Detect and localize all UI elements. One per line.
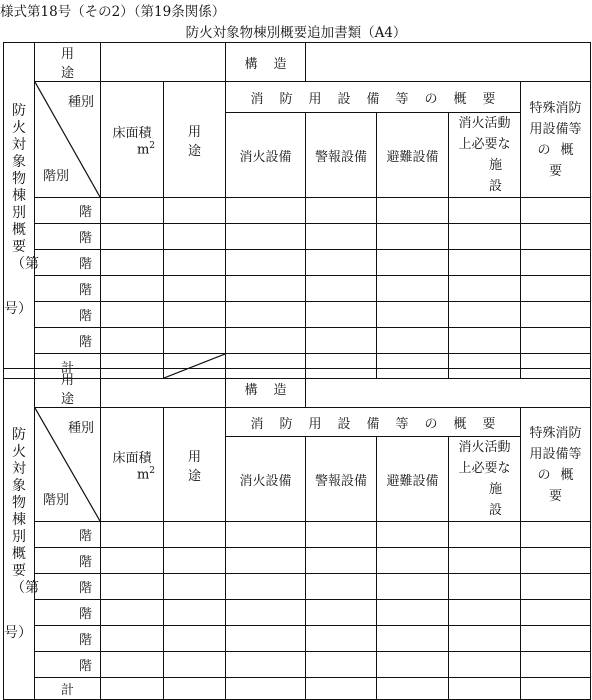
cell[interactable] — [226, 600, 306, 626]
floor-area-unit: $m^2$ — [136, 465, 155, 483]
cell[interactable] — [521, 600, 591, 626]
cell[interactable] — [306, 302, 377, 328]
cell[interactable] — [449, 224, 521, 250]
cell[interactable] — [377, 626, 449, 652]
floor-area-header — [101, 82, 164, 198]
cell[interactable] — [449, 600, 521, 626]
cell[interactable] — [521, 250, 591, 276]
cell[interactable] — [306, 328, 377, 354]
cell[interactable] — [226, 522, 306, 548]
floor-area-unit: $m^2$ — [136, 140, 155, 158]
cell[interactable] — [521, 652, 591, 678]
cell[interactable] — [377, 678, 449, 700]
special-equipment-header: 特殊消防 用設備等 の概要 — [521, 408, 591, 522]
floor-row-label[interactable]: 階 — [35, 224, 101, 250]
floor-row-label[interactable]: 階 — [35, 626, 101, 652]
floor-area-label: 床面積 — [112, 125, 152, 141]
cell[interactable] — [449, 574, 521, 600]
side-label — [4, 369, 39, 700]
side-label-text: 防火対象物棟別概要（第 — [11, 103, 39, 272]
cell[interactable] — [521, 198, 591, 224]
total-use-field[interactable] — [164, 678, 226, 700]
cell[interactable] — [449, 626, 521, 652]
total-area-field[interactable] — [101, 678, 164, 700]
cell[interactable] — [164, 224, 226, 250]
cell[interactable] — [521, 548, 591, 574]
structure-label: 構造 — [226, 43, 306, 82]
floor-row-label[interactable]: 階 — [35, 548, 101, 574]
cell[interactable] — [306, 574, 377, 600]
cell[interactable] — [101, 574, 164, 600]
floor-row-label[interactable]: 階 — [35, 198, 101, 224]
use-label: 用途 — [35, 43, 101, 82]
evacuation-header: 避難設備 — [377, 437, 449, 522]
cell[interactable] — [101, 600, 164, 626]
cell[interactable] — [377, 574, 449, 600]
cell[interactable] — [306, 224, 377, 250]
cell[interactable] — [449, 198, 521, 224]
cell[interactable] — [449, 302, 521, 328]
floor-area-header — [101, 408, 164, 522]
cell[interactable] — [449, 678, 521, 700]
cell[interactable] — [521, 678, 591, 700]
cell[interactable] — [521, 328, 591, 354]
floor-area-label: 床面積 — [112, 450, 152, 466]
cell[interactable] — [226, 548, 306, 574]
floor-row-label[interactable]: 階 — [35, 522, 101, 548]
cell[interactable] — [521, 224, 591, 250]
kind-floor-header — [35, 82, 101, 198]
side-label-suffix: 号） — [4, 301, 32, 317]
floor-row-label[interactable]: 階 — [35, 250, 101, 276]
cell[interactable] — [101, 328, 164, 354]
cell[interactable] — [226, 224, 306, 250]
cell[interactable] — [449, 276, 521, 302]
cell[interactable] — [377, 600, 449, 626]
cell[interactable] — [377, 276, 449, 302]
fire-extinguishing-header: 消火設備 — [226, 437, 306, 522]
structure-value-field[interactable] — [306, 43, 591, 82]
fire-extinguishing-header: 消火設備 — [226, 113, 306, 198]
cell[interactable] — [521, 522, 591, 548]
form-number: 様式第18号（その2）（第19条関係） — [0, 4, 226, 20]
cell[interactable] — [101, 548, 164, 574]
cell[interactable] — [377, 302, 449, 328]
firefighting-facilities-header: 消火活動 上必要な 施設 — [449, 113, 521, 198]
floor-label: 階別 — [43, 169, 70, 184]
use-value-field[interactable] — [101, 369, 226, 408]
cell[interactable] — [101, 626, 164, 652]
structure-label: 構造 — [226, 369, 306, 408]
use-label: 用途 — [35, 369, 101, 408]
floor-row-label[interactable]: 階 — [35, 600, 101, 626]
cell[interactable] — [449, 548, 521, 574]
cell[interactable] — [164, 548, 226, 574]
side-label — [4, 43, 39, 379]
floor-row-label[interactable]: 階 — [35, 328, 101, 354]
form-title: 防火対象物棟別概要追加書類（A4） — [185, 25, 407, 41]
evacuation-header: 避難設備 — [377, 113, 449, 198]
cell[interactable] — [226, 276, 306, 302]
cell[interactable] — [377, 250, 449, 276]
floor-row-label[interactable]: 階 — [35, 652, 101, 678]
cell[interactable] — [521, 302, 591, 328]
cell[interactable] — [164, 328, 226, 354]
use-column-header: 用途 — [164, 82, 226, 198]
structure-value-field[interactable] — [306, 369, 591, 408]
cell[interactable] — [306, 198, 377, 224]
alarm-header: 警報設備 — [306, 113, 377, 198]
cell[interactable] — [164, 574, 226, 600]
cell[interactable] — [306, 626, 377, 652]
cell[interactable] — [449, 328, 521, 354]
cell[interactable] — [226, 250, 306, 276]
cell[interactable] — [377, 224, 449, 250]
cell[interactable] — [101, 198, 164, 224]
cell[interactable] — [101, 250, 164, 276]
cell[interactable] — [101, 302, 164, 328]
cell[interactable] — [101, 522, 164, 548]
total-label: 計 — [35, 354, 101, 379]
cell[interactable] — [377, 548, 449, 574]
building-summary-form-1 — [3, 42, 590, 376]
cell[interactable] — [306, 548, 377, 574]
cell[interactable] — [306, 600, 377, 626]
floor-row-label[interactable]: 階 — [35, 276, 101, 302]
cell[interactable] — [377, 198, 449, 224]
cell[interactable] — [377, 652, 449, 678]
use-value-field[interactable] — [101, 43, 226, 82]
kind-label: 種別 — [67, 95, 94, 110]
side-label-text: 防火対象物棟別概要（第 — [11, 426, 39, 596]
cell[interactable] — [164, 600, 226, 626]
cell[interactable] — [521, 574, 591, 600]
cell[interactable] — [226, 678, 306, 700]
cell[interactable] — [521, 626, 591, 652]
cell[interactable] — [306, 522, 377, 548]
cell[interactable] — [449, 652, 521, 678]
cell[interactable] — [306, 276, 377, 302]
alarm-header: 警報設備 — [306, 437, 377, 522]
facilities-header: 消防用設備等の概要 — [226, 408, 521, 437]
special-equipment-header: 特殊消防 用設備等 の概要 — [521, 82, 591, 198]
cell[interactable] — [164, 302, 226, 328]
cell[interactable] — [449, 250, 521, 276]
cell[interactable] — [226, 328, 306, 354]
cell[interactable] — [377, 522, 449, 548]
floor-row-label[interactable]: 階 — [35, 574, 101, 600]
cell[interactable] — [164, 276, 226, 302]
cell[interactable] — [306, 678, 377, 700]
cell[interactable] — [101, 224, 164, 250]
cell[interactable] — [101, 276, 164, 302]
floor-label: 階別 — [43, 493, 70, 508]
cell[interactable] — [306, 250, 377, 276]
cell[interactable] — [164, 652, 226, 678]
cell[interactable] — [164, 522, 226, 548]
cell[interactable] — [521, 276, 591, 302]
cell[interactable] — [226, 198, 306, 224]
cell[interactable] — [164, 198, 226, 224]
facilities-header: 消防用設備等の概要 — [226, 82, 521, 113]
cell[interactable] — [164, 250, 226, 276]
total-label: 計 — [35, 678, 101, 700]
use-column-header: 用途 — [164, 408, 226, 522]
cell[interactable] — [449, 522, 521, 548]
cell[interactable] — [164, 626, 226, 652]
cell[interactable] — [226, 302, 306, 328]
cell[interactable] — [226, 626, 306, 652]
kind-floor-header — [35, 408, 101, 522]
floor-row-label[interactable]: 階 — [35, 302, 101, 328]
cell[interactable] — [101, 652, 164, 678]
cell[interactable] — [226, 652, 306, 678]
cell[interactable] — [226, 574, 306, 600]
firefighting-facilities-header: 消火活動 上必要な 施設 — [449, 437, 521, 522]
building-summary-form-2 — [3, 368, 590, 698]
kind-label: 種別 — [67, 421, 94, 436]
side-label-suffix: 号） — [4, 624, 32, 641]
cell[interactable] — [377, 328, 449, 354]
cell[interactable] — [306, 652, 377, 678]
